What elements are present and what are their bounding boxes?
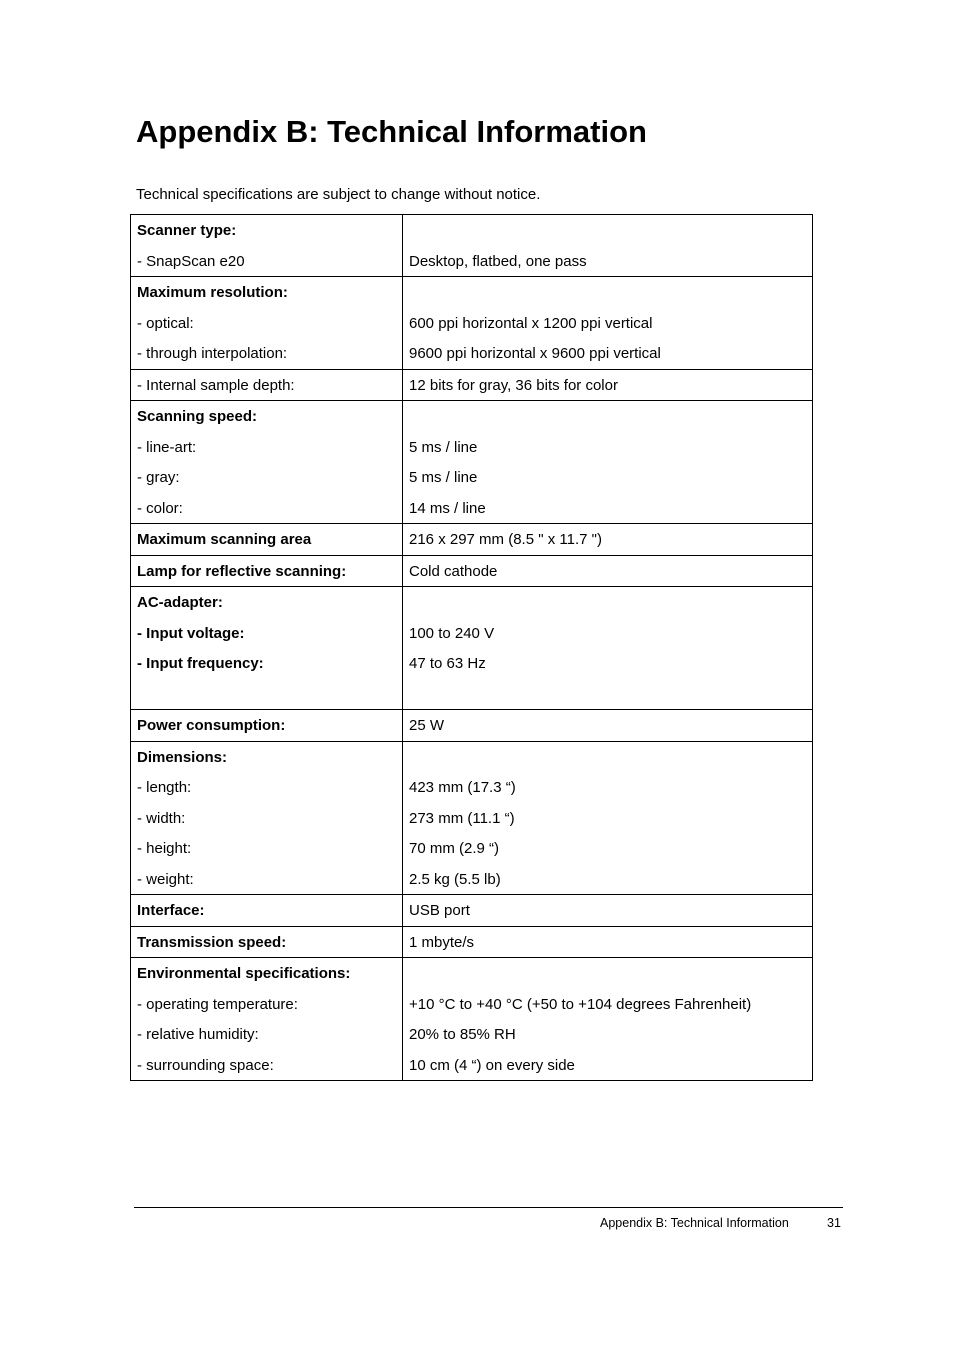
spec-label: - color: (137, 499, 183, 517)
spec-heading: Maximum scanning area (137, 531, 312, 548)
spec-value: USB port (409, 902, 470, 919)
spec-label-cell (131, 710, 403, 742)
spec-value-cell (403, 369, 813, 401)
spec-row-scanner-type (131, 215, 813, 277)
spec-row-dimensions (131, 741, 813, 895)
spec-heading: Power consumption: (137, 717, 286, 734)
spec-value: 20% to 85% RH (409, 1026, 516, 1043)
spec-label-cell (131, 524, 403, 556)
spec-label-cell (131, 401, 403, 524)
spec-value: 216 x 297 mm (8.5 " x 11.7 ") (409, 531, 602, 548)
spec-heading: AC-adapter: (137, 594, 223, 611)
spec-row-environment (131, 958, 813, 1081)
page-number: 31 (827, 1216, 841, 1230)
spec-value: 10 cm (4 “) on every side (409, 1056, 575, 1074)
spec-label-cell (131, 369, 403, 401)
spec-label-cell (131, 215, 403, 277)
spec-label-cell (131, 555, 403, 587)
spec-value-cell (403, 555, 813, 587)
spec-heading: Environmental specifications: (137, 965, 351, 982)
spec-value-cell (403, 741, 813, 895)
spec-label-cell (131, 958, 403, 1081)
spec-value-cell (403, 587, 813, 710)
page-title: Appendix B: Technical Information (136, 114, 647, 149)
spec-label: - width: (137, 809, 186, 827)
spec-value-cell (403, 926, 813, 958)
spec-label-cell (131, 895, 403, 927)
spec-label: - operating temperature: (137, 995, 298, 1013)
spec-label: - relative humidity: (137, 1026, 259, 1043)
spec-value: Cold cathode (409, 562, 498, 580)
spec-row-interface (131, 895, 813, 927)
spec-label: - through interpolation: (137, 345, 288, 362)
spec-value: 5 ms / line (409, 469, 478, 486)
spec-value: 14 ms / line (409, 499, 486, 517)
spec-label-cell (131, 587, 403, 710)
spec-value: +10 °C to +40 °C (+50 to +104 degrees Fahrenheit) (409, 995, 752, 1013)
spec-heading: Scanning speed: (137, 408, 258, 425)
spec-label: - length: (137, 779, 192, 796)
spec-label: - gray: (137, 469, 180, 486)
spec-label: - line-art: (137, 438, 197, 456)
spec-label: - surrounding space: (137, 1056, 274, 1074)
spec-value: 273 mm (11.1 “) (409, 809, 515, 827)
spec-row-max-area (131, 524, 813, 556)
spec-heading: Dimensions: (137, 748, 228, 766)
spec-value-cell (403, 524, 813, 556)
spec-value: 25 W (409, 717, 445, 734)
spec-label-cell (131, 277, 403, 370)
spec-label: - height: (137, 840, 192, 857)
spec-label: - optical: (137, 314, 194, 332)
spec-value: 1 mbyte/s (409, 933, 475, 951)
spec-value-cell (403, 958, 813, 1081)
spec-value-cell (403, 710, 813, 742)
spec-value: 2.5 kg (5.5 lb) (409, 870, 501, 888)
spec-value: 9600 ppi horizontal x 9600 ppi vertical (409, 345, 661, 362)
spec-label-cell (131, 741, 403, 895)
spec-row-ac-adapter (131, 587, 813, 710)
spec-row-lamp (131, 555, 813, 587)
spec-value-cell (403, 895, 813, 927)
spec-row-scanning-speed (131, 401, 813, 524)
spec-heading: Maximum resolution: (137, 284, 288, 301)
spec-value: 47 to 63 Hz (409, 655, 486, 672)
spec-value-cell (403, 401, 813, 524)
spec-heading: Lamp for reflective scanning: (137, 562, 347, 580)
spec-label-cell (131, 926, 403, 958)
spec-table (130, 214, 813, 1081)
footer-divider (134, 1207, 843, 1208)
spec-value-cell (403, 277, 813, 370)
spec-label: - Internal sample depth: (137, 376, 295, 394)
footer-section-title: Appendix B: Technical Information (600, 1216, 789, 1230)
intro-text: Technical specifications are subject to change without notice. (136, 186, 541, 203)
spec-label: - weight: (137, 870, 194, 888)
spec-heading: Scanner type: (137, 222, 237, 239)
spec-value: 70 mm (2.9 “) (409, 840, 500, 857)
spec-value: Desktop, flatbed, one pass (409, 252, 587, 270)
spec-value: 600 ppi horizontal x 1200 ppi vertical (409, 314, 653, 332)
spec-heading: Transmission speed: (137, 933, 287, 951)
spec-heading: Interface: (137, 902, 205, 919)
spec-row-power (131, 710, 813, 742)
spec-label: - Input frequency: (137, 655, 264, 672)
spec-label: - SnapScan e20 (137, 252, 245, 270)
spec-value: 100 to 240 V (409, 624, 495, 642)
spec-value: 5 ms / line (409, 438, 478, 456)
spec-row-transmission (131, 926, 813, 958)
spec-row-sample-depth (131, 369, 813, 401)
spec-value: 12 bits for gray, 36 bits for color (409, 376, 618, 394)
spec-row-max-resolution (131, 277, 813, 370)
spec-label: - Input voltage: (137, 624, 245, 642)
spec-value-cell (403, 215, 813, 277)
spec-value: 423 mm (17.3 “) (409, 779, 516, 796)
